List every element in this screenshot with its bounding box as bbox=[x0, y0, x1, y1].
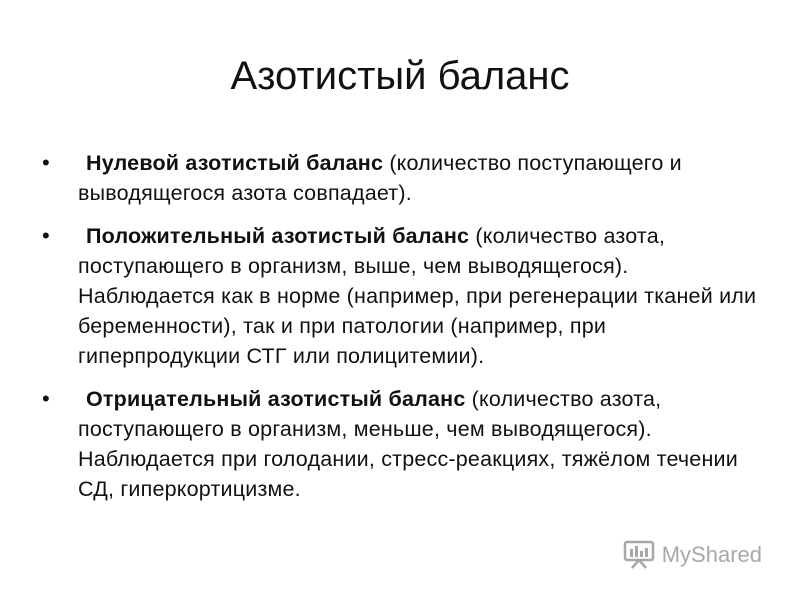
bullet-item bbox=[38, 148, 768, 208]
bullet-text bbox=[78, 151, 682, 205]
bullet-marker: • bbox=[42, 386, 50, 411]
bullet-body: (количество азота, поступающего в организм, меньше, чем выводящегося). Наблюдается при голодании, стресс-реакциях, тяжёлом течении СД, гиперкортицизме. bbox=[78, 387, 738, 501]
bullet-item bbox=[38, 221, 768, 371]
watermark bbox=[622, 540, 762, 570]
bullet-lead: Нулевой азотистый баланс bbox=[86, 151, 384, 175]
bullet-text bbox=[78, 224, 756, 368]
watermark-text: MyShared bbox=[661, 542, 762, 567]
bullet-lead: Отрицательный азотистый баланс bbox=[86, 387, 466, 411]
bullet-marker: • bbox=[42, 150, 50, 175]
bullet-body: (количество поступающего и выводящегося азота совпадает). bbox=[78, 151, 682, 205]
presentation-board-icon bbox=[622, 540, 656, 570]
bullet-list bbox=[38, 148, 768, 517]
bullet-item bbox=[38, 384, 768, 504]
bullet-marker: • bbox=[42, 223, 50, 248]
bullet-body: (количество азота, поступающего в организм, выше, чем выводящегося). Наблюдается как в норме (например, при регенерации тканей или беременности), так и при патологии (например, при гиперпродукции СТГ или полицитемии). bbox=[78, 224, 757, 368]
bullet-text bbox=[78, 387, 738, 501]
bullet-lead: Положительный азотистый баланс bbox=[86, 224, 470, 248]
slide-title: Азотистый баланс bbox=[230, 54, 570, 98]
